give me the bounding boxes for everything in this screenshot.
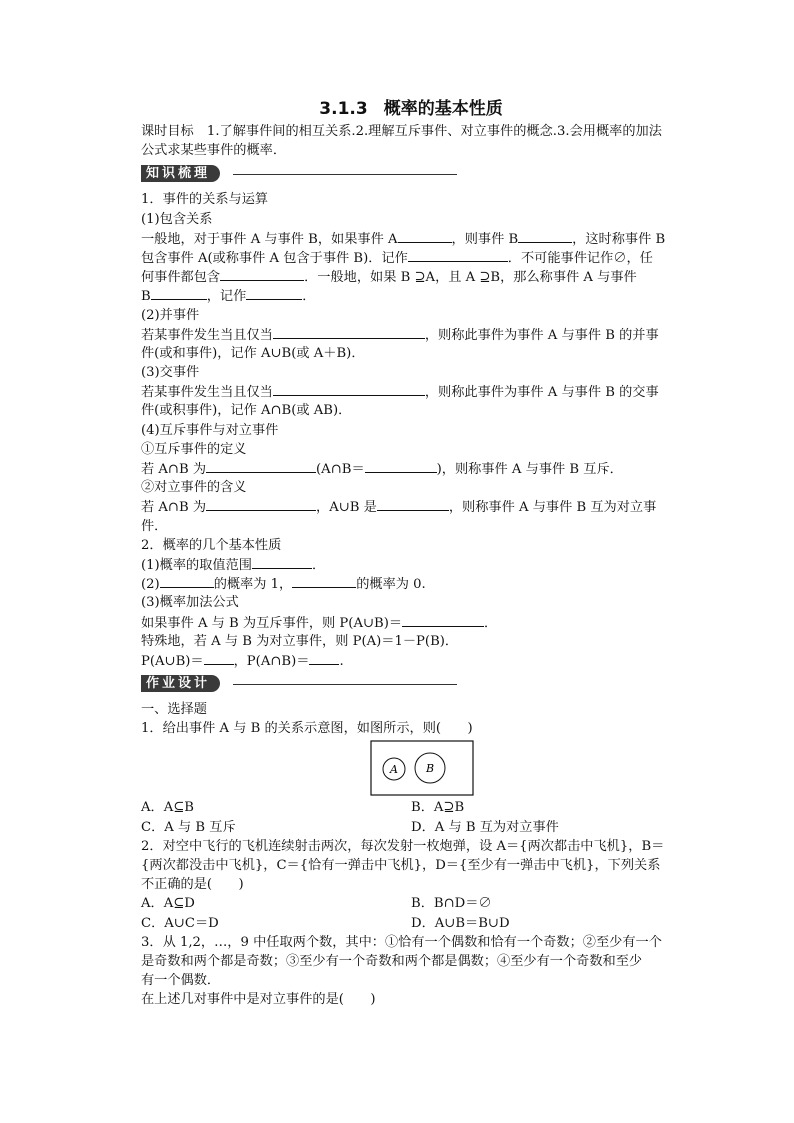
s1-p1-line3: 何事件都包含 ．一般地，如果 B ⊇A，且 A ⊇B，那么称事件 A 与事件 bbox=[141, 267, 681, 286]
q1-options-row2 bbox=[141, 818, 681, 837]
s1-p4-line3: 件． bbox=[141, 518, 168, 534]
fill-blank[interactable] bbox=[377, 497, 449, 511]
fill-blank[interactable] bbox=[206, 459, 316, 473]
fill-blank[interactable] bbox=[273, 325, 425, 339]
s2-line4: 如果事件 A 与 B 为互斥事件，则 P(A∪B)＝ ． bbox=[141, 613, 681, 632]
fill-blank[interactable] bbox=[402, 613, 484, 627]
s1-heading: 1．事件的关系与运算 bbox=[141, 192, 269, 208]
s1-p3-line1: 若某事件发生当且仅当 ，则称此事件为事件 A 与事件 B 的交事 bbox=[141, 382, 681, 401]
s1-p4-line2: 若 A∩B 为 ，A∪B 是 ，则称事件 A 与事件 B 互为对立事 bbox=[141, 497, 681, 516]
q2-stem-line1: 2．对空中飞行的飞机连续射击两次，每次发射一枚炮弹，设 A＝{两次都击中飞机}，B＝ bbox=[141, 838, 665, 854]
q2-stem-line2: {两次都没击中飞机}，C＝{恰有一弹击中飞机}，D＝{至少有一弹击中飞机}，下列关系 bbox=[141, 858, 661, 873]
q1-options-row1 bbox=[141, 798, 681, 817]
fill-blank[interactable] bbox=[518, 229, 572, 243]
fill-blank[interactable] bbox=[220, 267, 304, 281]
s1-p3-title: (3)交事件 bbox=[141, 365, 200, 381]
worksheet-page bbox=[141, 96, 681, 1010]
s1-p2-line1: 若某事件发生当且仅当 ，则称此事件为事件 A 与事件 B 的并事 bbox=[141, 325, 681, 344]
s1-p1-line4: B ，记作 ． bbox=[141, 286, 681, 305]
fill-blank[interactable] bbox=[273, 382, 425, 396]
venn-diagram bbox=[370, 740, 474, 796]
q2-option-d[interactable]: D．A∪B＝B∪D bbox=[411, 915, 510, 931]
lesson-goals-line2: 公式求某些事件的概率． bbox=[141, 143, 287, 159]
q1-option-d[interactable]: D．A 与 B 互为对立事件 bbox=[411, 819, 559, 835]
fill-blank[interactable] bbox=[206, 497, 316, 511]
q1-option-b[interactable]: B．A⊇B bbox=[411, 800, 465, 816]
s1-p1-line2: 包含事件 A(或称事件 A 包含于事件 B)．记作 ．不可能事件记作∅，任 bbox=[141, 248, 681, 267]
hw-heading: 一、选择题 bbox=[141, 702, 207, 718]
fill-blank[interactable] bbox=[151, 286, 207, 300]
s2-line6: P(A∪B)＝ ，P(A∩B)＝ . bbox=[141, 651, 681, 670]
q2-options-row1 bbox=[141, 894, 681, 913]
page-title bbox=[141, 96, 681, 122]
s2-line3: (3)概率加法公式 bbox=[141, 595, 239, 611]
fill-blank[interactable] bbox=[398, 229, 452, 243]
fill-blank[interactable] bbox=[160, 574, 214, 588]
q3-stem-line4: 在上述几对事件中是对立事件的是( ) bbox=[141, 992, 376, 1008]
banner-label: 作业设计 bbox=[141, 675, 220, 692]
fill-blank[interactable] bbox=[292, 574, 356, 588]
q1-stem: 1．给出事件 A 与 B 的关系示意图，如图所示，则( ) bbox=[141, 721, 473, 737]
banner-rule bbox=[233, 174, 457, 175]
q3-stem-line2: 是奇数和两个都是奇数；③至少有一个奇数和两个都是偶数；④至少有一个奇数和至少 bbox=[141, 953, 643, 969]
s1-p2-line2: 件(或和事件)，记作 A∪B(或 A＋B)． bbox=[141, 345, 365, 361]
q2-stem-line3: 不正确的是( ) bbox=[141, 877, 244, 893]
s1-p1-title: (1)包含关系 bbox=[141, 211, 213, 227]
section-title: 概率的基本性质 bbox=[383, 99, 503, 119]
q1-option-a[interactable]: A．A⊆B bbox=[141, 800, 194, 816]
q3-stem-line1: 3．从 1,2，…，9 中任取两个数，其中：①恰有一个偶数和恰有一个奇数；②至少有一个 bbox=[141, 934, 662, 950]
q3-stem-line3: 有一个偶数． bbox=[141, 973, 221, 989]
s1-p1-line1: 一般地，对于事件 A 与事件 B，如果事件 A ，则事件 B ，这时称事件 B bbox=[141, 229, 681, 248]
fill-blank[interactable] bbox=[252, 555, 312, 569]
s2-line2: (2) 的概率为 1， 的概率为 0. bbox=[141, 574, 681, 593]
fill-blank[interactable] bbox=[408, 248, 508, 262]
q2-option-a[interactable]: A．A⊆D bbox=[141, 896, 195, 912]
s1-p3-line2: 件(或积事件)，记作 A∩B(或 AB)． bbox=[141, 403, 352, 419]
fill-blank[interactable] bbox=[309, 651, 339, 665]
label-b: B bbox=[425, 762, 435, 776]
universe-box bbox=[371, 741, 473, 795]
q2-options-row2 bbox=[141, 914, 681, 933]
fill-blank[interactable] bbox=[365, 459, 437, 473]
s2-line5: 特殊地，若 A 与 B 为对立事件，则 P(A)＝1－P(B)． bbox=[141, 633, 459, 649]
fill-blank[interactable] bbox=[204, 651, 234, 665]
section-number: 3.1.3 bbox=[319, 99, 368, 119]
section-banner-homework bbox=[141, 674, 681, 694]
s1-p4-line1: 若 A∩B 为 (A∩B＝ )，则称事件 A 与事件 B 互斥． bbox=[141, 459, 681, 478]
banner-label: 知识梳理 bbox=[141, 165, 220, 182]
q1-option-c[interactable]: C．A 与 B 互斥 bbox=[141, 819, 236, 835]
s2-line1: (1)概率的取值范围 ． bbox=[141, 555, 681, 574]
q2-option-c[interactable]: C．A∪C＝D bbox=[141, 915, 219, 931]
section-banner-knowledge bbox=[141, 164, 681, 184]
fill-blank[interactable] bbox=[246, 286, 302, 300]
venn-figure bbox=[141, 740, 681, 796]
s1-p4-sub1: ①互斥事件的定义 bbox=[141, 441, 247, 457]
label-a: A bbox=[390, 763, 398, 777]
lesson-goals-line1: 课时目标 1.了解事件间的相互关系.2.理解互斥事件、对立事件的概念.3.会用概率的加法 bbox=[141, 124, 662, 139]
s1-p4-sub2: ②对立事件的含义 bbox=[141, 480, 247, 496]
s1-p2-title: (2)并事件 bbox=[141, 307, 200, 323]
q2-option-b[interactable]: B．B∩D＝∅ bbox=[411, 896, 492, 912]
s2-heading: 2．概率的几个基本性质 bbox=[141, 537, 282, 553]
s1-p4-title: (4)互斥事件与对立事件 bbox=[141, 422, 279, 438]
banner-rule bbox=[233, 684, 457, 685]
